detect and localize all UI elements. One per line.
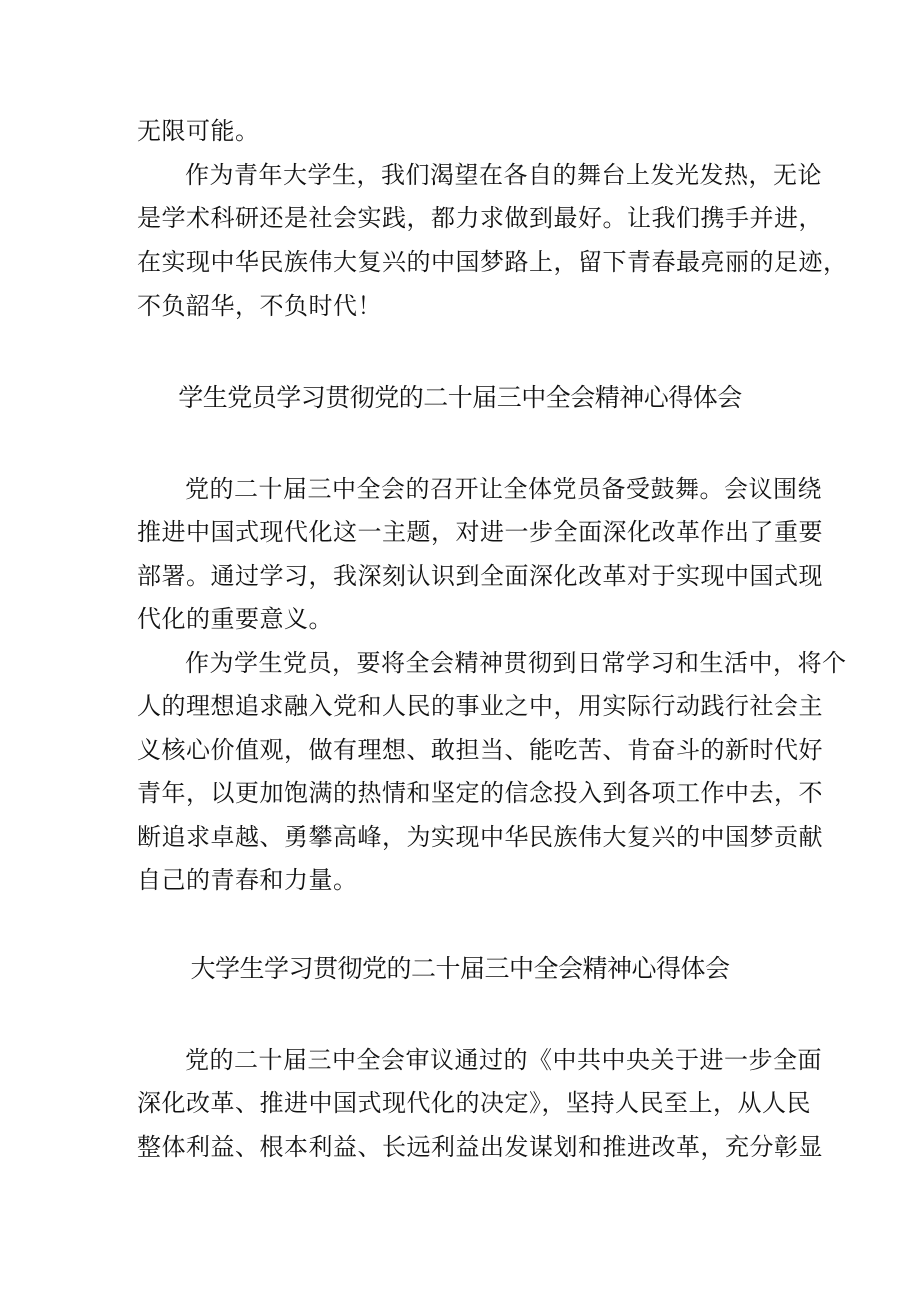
section-title: 大学生学习贯彻党的二十届三中全会精神心得体会 — [190, 954, 730, 983]
paragraph-line: 党的二十届三中全会审议通过的《中共中央关于进一步全面 — [185, 1046, 822, 1074]
paragraph-line: 无限可能。 — [137, 117, 260, 145]
paragraph-line: 人的理想追求融入党和人民的事业之中，用实际行动践行社会主 — [137, 692, 823, 720]
paragraph-line: 自己的青春和力量。 — [137, 866, 358, 894]
paragraph-line: 青年，以更加饱满的热情和坚定的信念投入到各项工作中去，不 — [137, 779, 823, 807]
paragraph-line: 是学术科研还是社会实践，都力求做到最好。让我们携手并进， — [137, 204, 823, 232]
paragraph-line: 深化改革、推进中国式现代化的决定》，坚持人民至上，从人民 — [137, 1089, 811, 1117]
paragraph-line: 推进中国式现代化这一主题，对进一步全面深化改革作出了重要 — [137, 518, 823, 546]
paragraph-line: 不负韶华，不负时代！ — [137, 292, 382, 320]
paragraph-line: 断追求卓越、勇攀高峰，为实现中华民族伟大复兴的中国梦贡献 — [137, 823, 823, 851]
paragraph-line: 作为学生党员，要将全会精神贯彻到日常学习和生活中，将个 — [185, 649, 847, 677]
paragraph-line: 在实现中华民族伟大复兴的中国梦路上，留下青春最亮丽的足迹， — [137, 248, 848, 276]
paragraph-line: 部署。通过学习，我深刻认识到全面深化改革对于实现中国式现 — [137, 562, 823, 590]
paragraph-line: 整体利益、根本利益、长远利益出发谋划和推进改革，充分彰显 — [137, 1133, 823, 1161]
paragraph-line: 党的二十届三中全会的召开让全体党员备受鼓舞。会议围绕 — [185, 475, 822, 503]
paragraph-line: 义核心价值观，做有理想、敢担当、能吃苦、肯奋斗的新时代好 — [137, 736, 823, 764]
paragraph-line: 作为青年大学生，我们渴望在各自的舞台上发光发热，无论 — [185, 161, 822, 189]
paragraph-line: 代化的重要意义。 — [137, 605, 333, 633]
section-title: 学生党员学习贯彻党的二十届三中全会精神心得体会 — [178, 383, 742, 412]
